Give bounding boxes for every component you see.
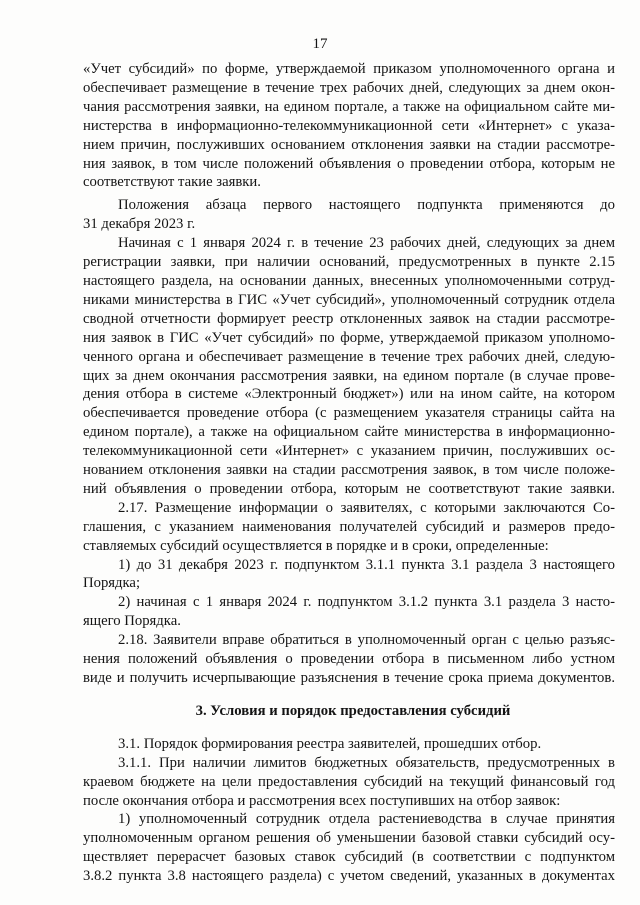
text-line: 3.1.1. При наличии лимитов бюджетных обязательств, предусмотренных в [118,754,615,771]
text-line: 2.18. Заявители вправе обратиться в уполномоченный орган с целью разъяс- [118,632,615,649]
text-line: ставляемых субсидий осуществляется в порядке и в сроки, определенные: [83,537,549,554]
text-line: 2) начиная с 1 января 2024 г. подпунктом 3.1.2 пункта 3.1 раздела 3 насто- [118,594,615,611]
text-line: никами министерства в ГИС «Учет субсидий», уполномоченный сотрудник отдела [83,291,615,308]
text-line: глашения, с указанием наименования получателей субсидий и размеров предо- [83,518,615,535]
text-line: Начиная с 1 января 2024 г. в течение 23 рабочих дней, следующих за днем [118,235,615,252]
text-line: ществляет перерасчет базовых ставок субсидий (в соответствии с подпунктом [83,849,615,866]
text-line: телекоммуникационной сети «Интернет» с указанием причин, послуживших ос- [83,443,615,460]
text-line: уполномоченным органом решения об уменьшении базовой ставки субсидий осу- [83,830,615,847]
body-text [83,60,615,886]
text-line: дения отбора в системе «Электронный бюджет») или на ином сайте, на котором [83,386,615,403]
text-line: 1) до 31 декабря 2023 г. подпунктом 3.1.1 пункта 3.1 раздела 3 настоящего [118,556,615,573]
text-line: нием причин, послуживших основанием отклонения заявки на стадии рассмотре- [83,136,615,153]
text-line: обеспечивается проведение отбора (с размещением указателя страницы сайта на [83,405,615,422]
text-line: ния заявок в ГИС «Учет субсидий» по форме, утверждаемой приказом уполномо- [83,329,615,346]
text-line: настоящего раздела, на основании данных, внесенных уполномоченными сотруд- [83,272,615,289]
text-line: ящего Порядка. [83,613,181,630]
text-line: виде и получить исчерпывающие разъяснения в течение срока приема документов. [83,670,615,686]
text-line: щих за днем окончания рассмотрения заявки, на едином портале (в случае прове- [83,367,615,384]
text-line: обеспечивает размещение в течение трех рабочих дней, следующих за днем окон- [83,79,615,96]
text-line: ний объявления о проведении отбора, которым не соответствуют такие заявки. [83,480,615,497]
text-line: сводной отчетности формирует реестр отклоненных заявок на стадии рассмотре- [83,310,615,327]
text-line: «Учет субсидий» по форме, утверждаемой приказом уполномоченного органа и [83,61,615,77]
text-line: чания рассмотрения заявки, на едином портале, а также на официальном сайте ми- [83,98,615,115]
text-line: Порядка; [83,575,141,592]
text-line: соответствуют такие заявки. [83,174,261,191]
text-line: едином портале), а также на официальном сайте министерства в информационно- [83,424,615,441]
text-line: нованием отклонения заявки на стадии рассмотрения заявок, в том числе положе- [83,462,615,479]
text-line: краевом бюджете на цели предоставления субсидий на текущий финансовый год [83,773,615,790]
section-heading: 3. Условия и порядок предоставления субсидий [195,702,511,719]
text-line: 31 декабря 2023 г. [83,216,196,233]
text-line: 2.17. Размещение информации о заявителях, с которыми заключаются Со- [118,499,615,516]
text-line: 3.8.2 пункта 3.8 настоящего раздела) с учетом сведений, указанных в документах [83,868,615,885]
text-line: ния заявок, в том числе положений объявления о проведении отбора, которым не [83,155,615,172]
text-line: нения положений объявления о проведении отбора в письменном либо устном [83,651,615,668]
text-line: Положения абзаца первого настоящего подпункта применяются до [118,197,615,214]
text-line: регистрации заявки, при наличии оснований, предусмотренных в пункте 2.15 [83,254,615,271]
page-number: 17 [312,36,328,52]
text-line: после окончания отбора и рассмотрения всех поступивших на отбор заявок: [83,792,561,809]
text-line: 1) уполномоченный сотрудник отдела растениеводства в случае принятия [118,811,615,828]
text-line: нистерства в информационно-телекоммуникационной сети «Интернет» с указа- [83,117,615,134]
text-line: 3.1. Порядок формирования реестра заявителей, прошедших отбор. [118,735,542,752]
text-line: ченного органа и обеспечивает размещение в течение трех рабочих дней, следую- [83,348,615,365]
